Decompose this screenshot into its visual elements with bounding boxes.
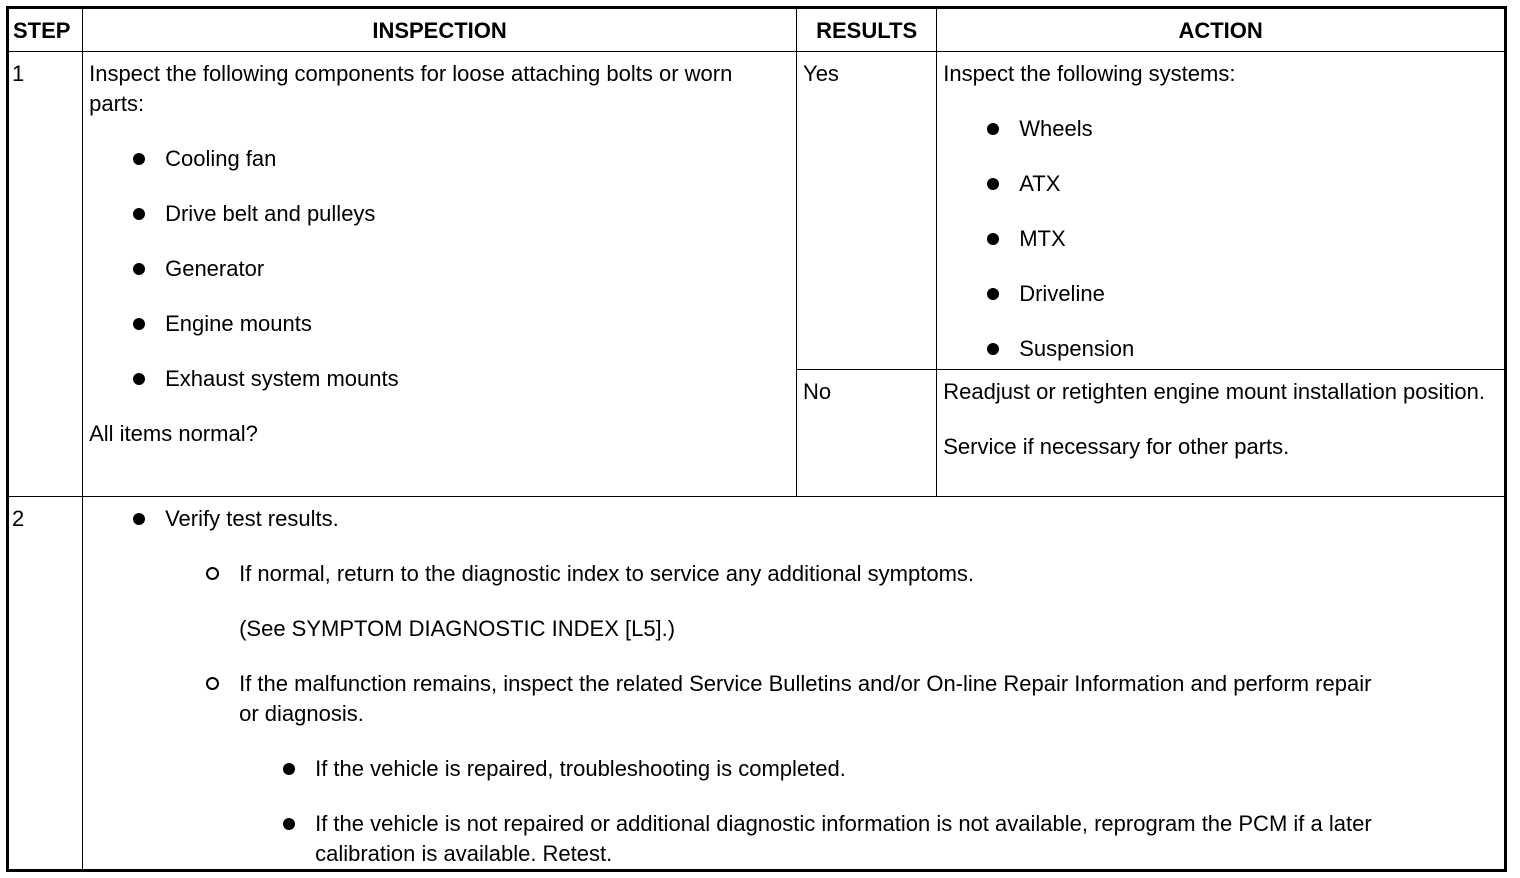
step2-verify: Verify test results. (165, 506, 339, 531)
step2-subsublist (89, 754, 1498, 869)
circle-bullet-icon (206, 567, 219, 580)
step1-components-list (89, 144, 790, 394)
results-header: RESULTS (797, 8, 937, 52)
step2-sublist (89, 559, 1498, 589)
step1-no-action-line2: Service if necessary for other parts. (943, 434, 1290, 459)
bullet-icon (133, 153, 145, 165)
step2-number: 2 (12, 506, 25, 531)
action-header: ACTION (937, 8, 1506, 52)
bullet-icon (283, 818, 295, 830)
list-item: MTX (943, 224, 1498, 254)
list-item: Suspension (943, 334, 1498, 364)
list-item (89, 809, 1498, 869)
list-item: Driveline (943, 279, 1498, 309)
list-item (89, 669, 1498, 729)
list-item: Generator (89, 254, 790, 284)
list-item: Engine mounts (89, 309, 790, 339)
list-item: Cooling fan (89, 144, 790, 174)
list-item: Wheels (943, 114, 1498, 144)
step2-normal: If normal, return to the diagnostic index to service any additional symptoms. (239, 561, 975, 586)
inspection-header: INSPECTION (83, 8, 797, 52)
bullet-icon (987, 178, 999, 190)
step1-number: 1 (12, 61, 25, 86)
circle-bullet-icon (206, 677, 219, 690)
list-item: ATX (943, 169, 1498, 199)
list-item: Drive belt and pulleys (89, 199, 790, 229)
step1-yes-result-cell (797, 52, 937, 370)
list-item (89, 504, 1498, 534)
step2-content-cell (83, 497, 1506, 871)
step2-row (8, 497, 1506, 871)
step1-number-cell (8, 52, 83, 497)
bullet-icon (133, 318, 145, 330)
step2-see-reference: (See SYMPTOM DIAGNOSTIC INDEX [L5].) (239, 616, 676, 641)
step1-intro: Inspect the following components for loose attaching bolts or worn parts: (89, 61, 733, 116)
step1-yes-result: Yes (803, 61, 839, 86)
step2-repaired: If the vehicle is repaired, troubleshooting is completed. (315, 756, 846, 781)
bullet-icon (133, 513, 145, 525)
step1-systems-list (943, 114, 1498, 364)
bullet-icon (133, 373, 145, 385)
step2-list (89, 504, 1498, 534)
step2-sublist-2 (89, 669, 1498, 729)
step1-no-action-cell (937, 370, 1506, 497)
list-item (89, 754, 1498, 784)
list-item (89, 559, 1498, 589)
header-row (8, 8, 1506, 52)
step1-no-result: No (803, 379, 832, 404)
step1-question: All items normal? (89, 421, 258, 446)
step1-no-result-cell (797, 370, 937, 497)
bullet-icon (987, 233, 999, 245)
bullet-icon (987, 288, 999, 300)
bullet-icon (987, 343, 999, 355)
step1-yes-action-intro: Inspect the following systems: (943, 61, 1236, 86)
bullet-icon (133, 263, 145, 275)
step1-yes-action-cell (937, 52, 1506, 370)
step1-inspection-cell (83, 52, 797, 497)
step2-number-cell (8, 497, 83, 871)
step2-malfunction: If the malfunction remains, inspect the related Service Bulletins and/or On-line Repair Information and perform repair or diagnosis. (239, 671, 1372, 726)
bullet-icon (987, 123, 999, 135)
list-item: Exhaust system mounts (89, 364, 790, 394)
step-header: STEP (8, 8, 83, 52)
troubleshooting-table (6, 6, 1507, 872)
step2-not-repaired: If the vehicle is not repaired or additional diagnostic information is not available, reprogram the PCM if a later calibration is available. Retest. (315, 811, 1372, 866)
step1-no-action-line1: Readjust or retighten engine mount installation position. (943, 379, 1486, 404)
bullet-icon (133, 208, 145, 220)
step1-yes-row (8, 52, 1506, 370)
bullet-icon (283, 763, 295, 775)
